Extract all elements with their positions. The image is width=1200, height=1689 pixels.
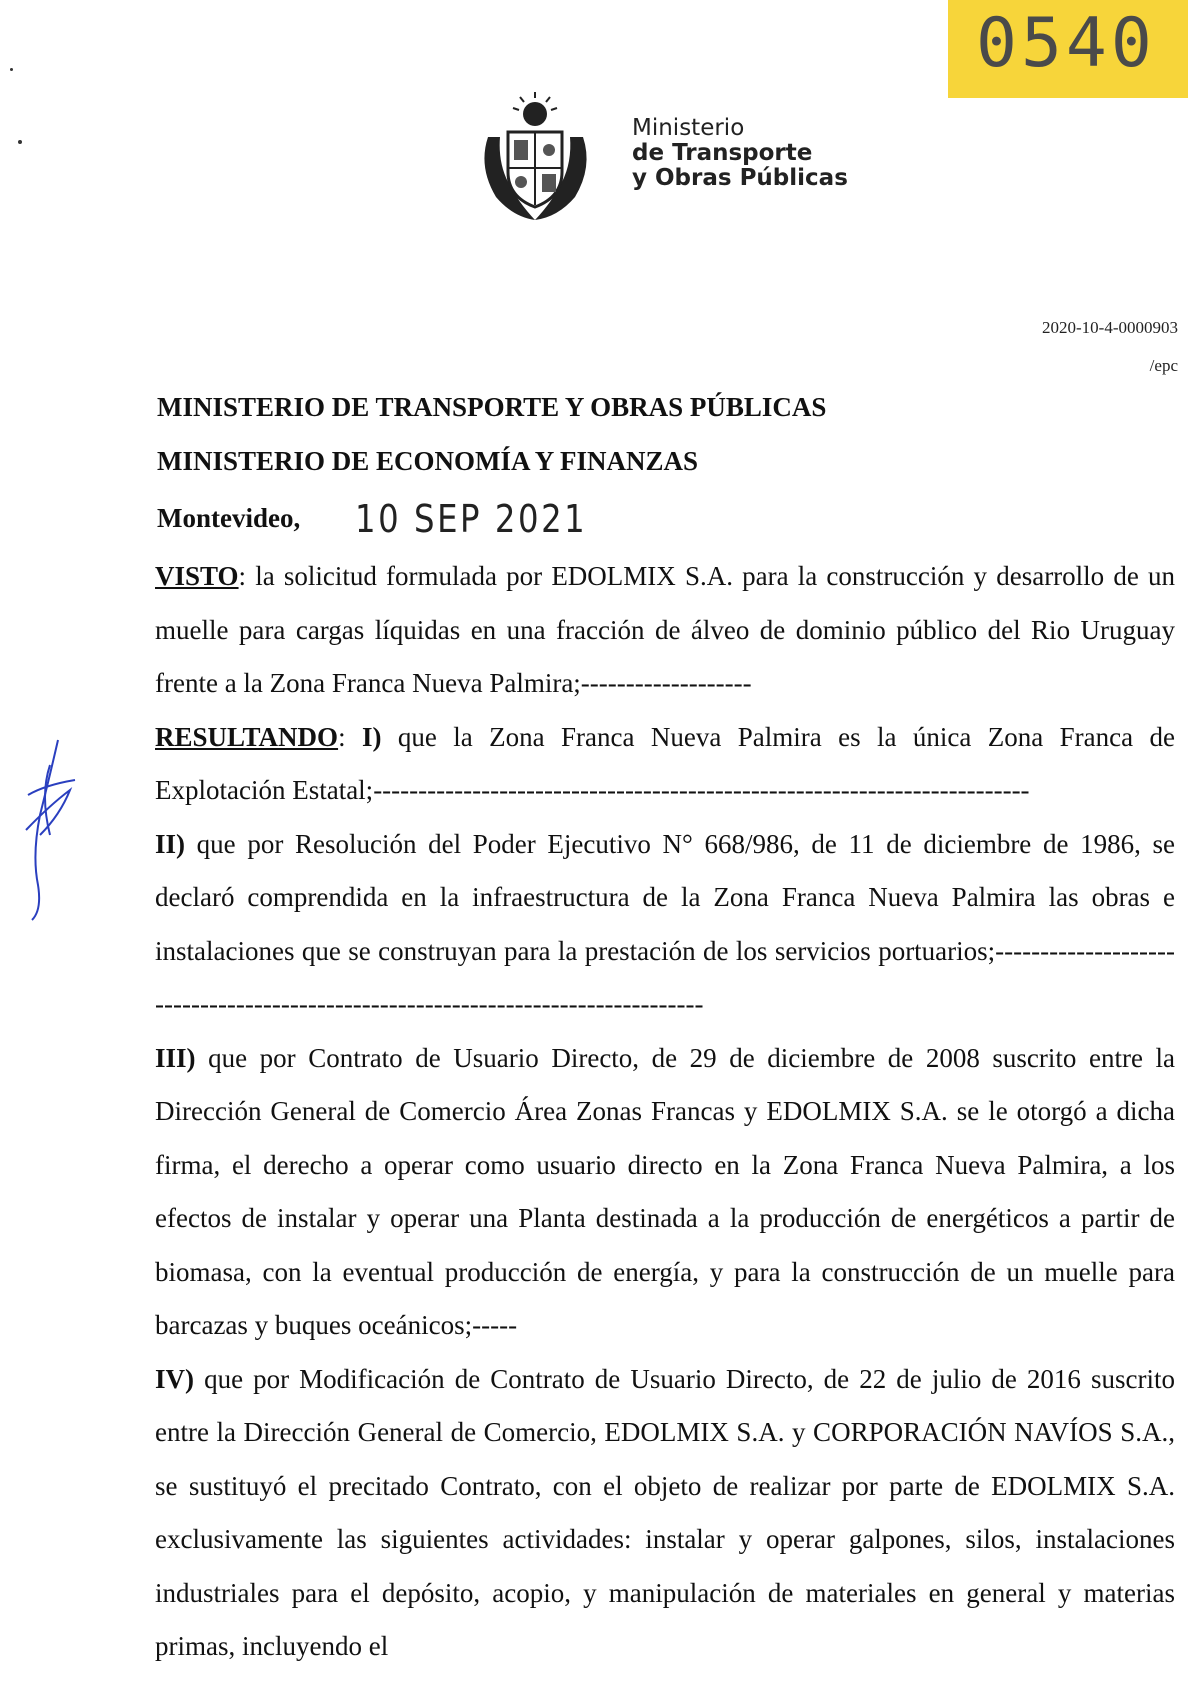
scan-speck [10, 68, 13, 71]
file-number: 2020-10-4-0000903 [1042, 318, 1178, 337]
resultando-item-1 [155, 711, 1175, 818]
place-label: Montevideo, [157, 503, 301, 533]
visto-paragraph [155, 550, 1175, 711]
item-4-number: IV) [155, 1363, 194, 1394]
resultando-label: RESULTANDO [155, 721, 339, 752]
item-2-number: II) [155, 828, 186, 859]
handwritten-signature-icon [20, 735, 80, 925]
item-3-number: III) [155, 1042, 196, 1073]
item-4-text: que por Modificación de Contrato de Usuario Directo, de 22 de julio de 2016 suscrito entre la Dirección General de Comercio, EDOLMIX S.A. y CORPORACIÓN NAVÍOS S.A., se sustituyó el precitado Contrato, con el objeto de realizar por parte de EDOLMIX S.A. exclusivamente las siguientes actividades: instalar y operar galpones, silos, instalaciones industriales para el depósito, acopio, y manipulación de materiales en general y materias primas, incluyendo el [155, 1363, 1175, 1661]
date-stamp: 10 SEP 2021 [355, 497, 588, 541]
item-1-text: que la Zona Franca Nueva Palmira es la única Zona Franca de Explotación Estatal;------------------------------------------------------------------------- [155, 721, 1175, 805]
document-body [155, 550, 1175, 1674]
logo-line-2: de Transporte [632, 140, 813, 166]
scan-speck [18, 140, 22, 144]
stamp-number-text: 0540 [976, 4, 1156, 83]
resultando-colon: : [338, 721, 362, 752]
logo-line-3: y Obras Públicas [632, 165, 848, 191]
visto-label: VISTO [155, 561, 239, 591]
item-3-text: que por Contrato de Usuario Directo, de 29 de diciembre de 2008 suscrito entre la Dirección General de Comercio Área Zonas Francas y EDOLMIX S.A. se le otorgó a dicha firma, el derecho a operar como usuario directo en la Zona Franca Nueva Palmira, a los efectos de instalar y operar una Planta destinada a la producción de energéticos a partir de biomasa, con la eventual producción de energía, y para la construcción de un muelle para barcazas y buques oceánicos;----- [155, 1042, 1175, 1340]
resultando-item-4 [155, 1353, 1175, 1674]
item-2-text: que por Resolución del Poder Ejecutivo N° 668/986, de 11 de diciembre de 1986, se declaró comprendida en la infraestructura de la Zona Franca Nueva Palmira las obras e instalaciones que se construyan para la prestación de los servicios portuarios;--------------------------------------------------------------------------------- [155, 828, 1175, 1019]
resultando-item-3 [155, 1032, 1175, 1353]
heading-ministry-economy: MINISTERIO DE ECONOMÍA Y FINANZAS [157, 446, 699, 476]
heading-ministry-transport: MINISTERIO DE TRANSPORTE Y OBRAS PÚBLICAS [157, 392, 827, 422]
initials: /epc [1149, 356, 1178, 375]
item-1-number: I) [361, 721, 382, 752]
resultando-item-2 [155, 818, 1175, 1032]
coat-of-arms-icon [478, 92, 593, 222]
ministry-logo-text [632, 116, 848, 191]
logo-line-1: Ministerio [632, 115, 745, 141]
stamp-number [948, 0, 1188, 98]
visto-text: : la solicitud formulada por EDOLMIX S.A. para la construcción y desarrollo de un muelle para cargas líquidas en una fracción de álveo de dominio público del Rio Uruguay frente a la Zona Franca Nueva Palmira;------------------- [155, 561, 1175, 698]
